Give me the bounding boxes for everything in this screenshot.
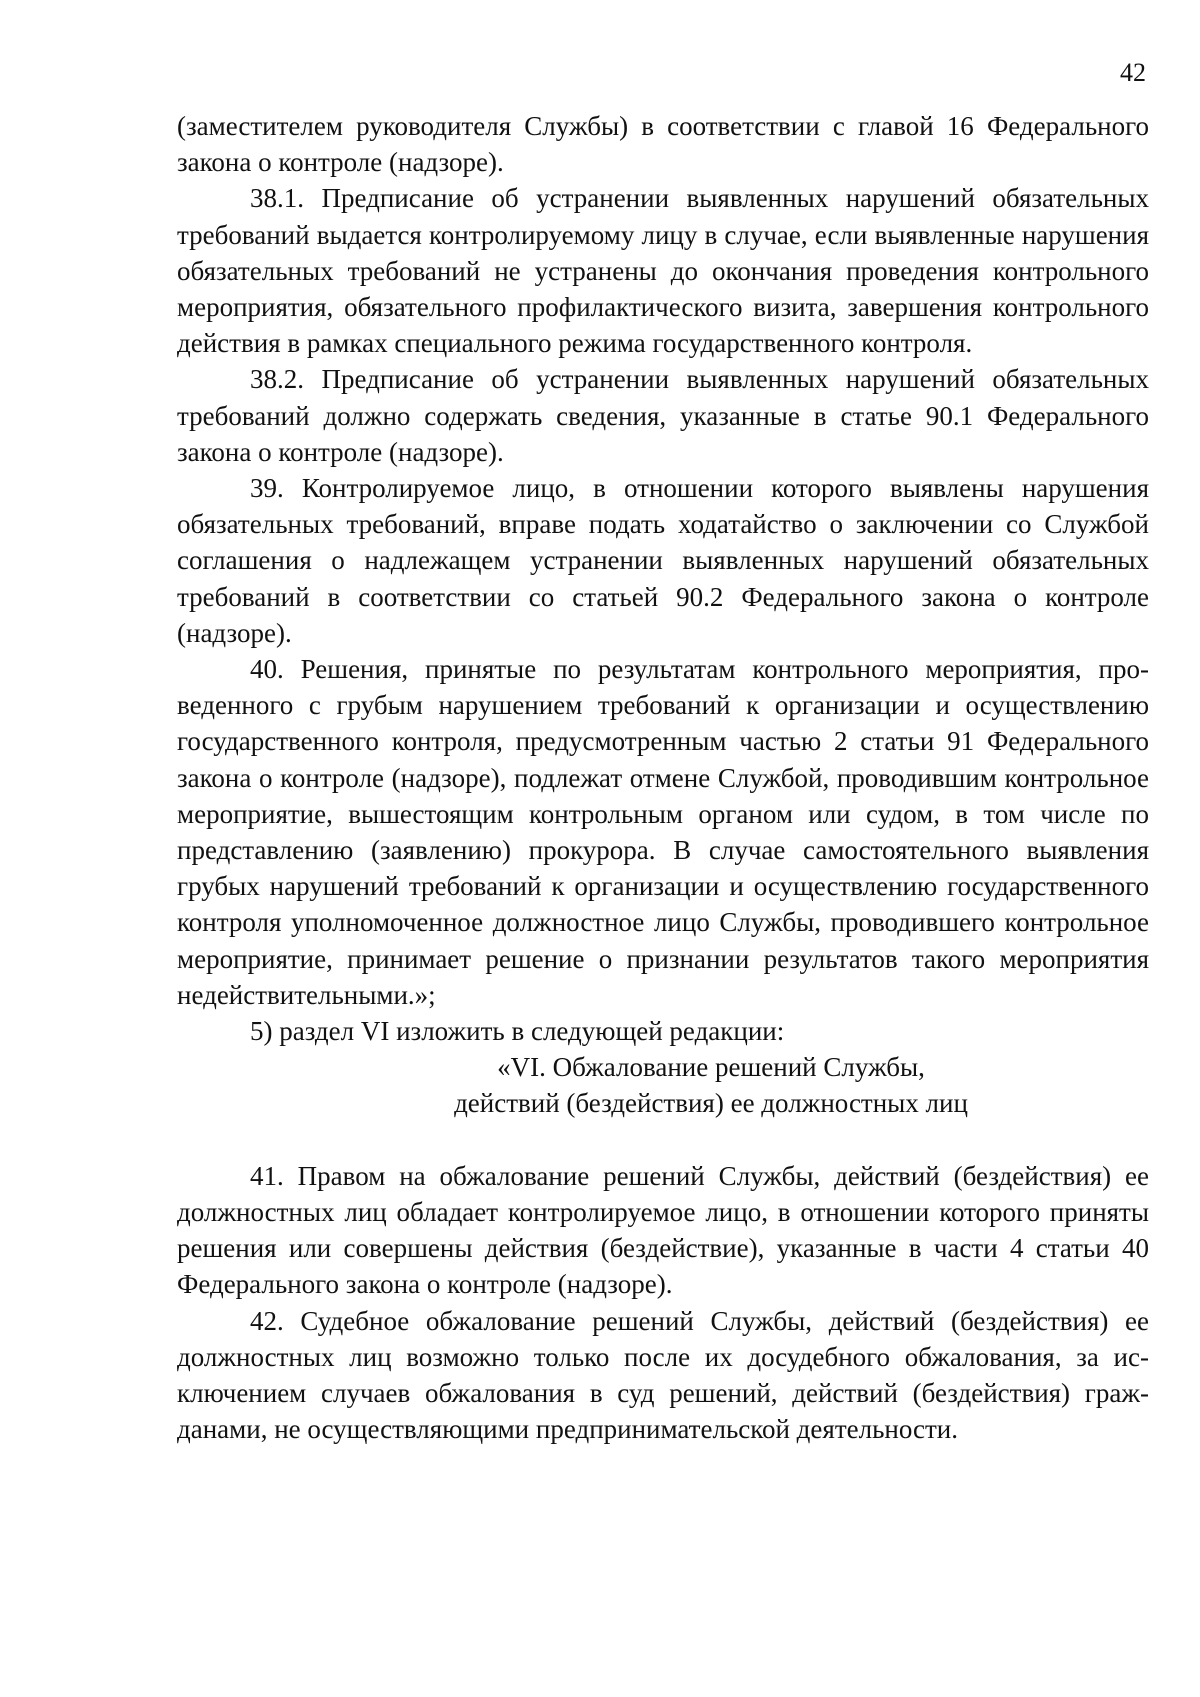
section-heading-line-1: «VI. Обжалование решений Службы,: [497, 1052, 925, 1083]
paragraph-39: 39. Контролируемое лицо, в отношении которого выявлены нарушения обязательных требований, вправе подать ходатайство о заключении со Службой соглашения о надлежащем устранении выявленных нарушений обязательных требований в соответствии со статьей 90.2 Федерального закона о контроле (надзоре).: [177, 473, 1149, 648]
paragraph-40: 40. Решения, принятые по результатам контрольного мероприятия, проведенного с грубым нарушением требований к организации и осуществлению государственного контроля, предусмотренным частью 2 статьи 91 Федерального закона о контроле (надзоре), подлежат отмене Службой, проводившим контрольное мероприятие, вышестоящим контрольным органом или судом, в том числе по представлению (заявлению) прокурора. В случае самостоятельного выявления грубых нарушений требований к организации и осуществлению государственного контроля уполномоченное должностное лицо Службы, проводившего контрольное мероприятие, принимает решение о признании результатов такого мероприятия недействительными.»;: [177, 654, 1149, 1010]
page-number: 42: [1120, 58, 1146, 87]
paragraph-41: 41. Правом на обжалование решений Службы, действий (бездействия) ее должностных лиц обладает контролируемое лицо, в отношении которого приняты решения или совершены действия (бездействие), указанные в части 4 статьи 40 Федерального закона о контроле (надзоре).: [177, 1160, 1149, 1300]
paragraph-42: 42. Судебное обжалование решений Службы, действий (бездействия) ее должностных лиц возможно только после их досудебного обжалования, за исключением случаев обжалования в суд решений, действий (бездействия) гражданами, не осуществляющими предпринимательской деятельности.: [177, 1305, 1149, 1445]
paragraph-amendment-5: 5) раздел VI изложить в следующей редакции:: [250, 1016, 785, 1047]
paragraph-38-2: 38.2. Предписание об устранении выявленных нарушений обязательных требований должно содержать сведения, указанные в статье 90.1 Федерального закона о контроле (надзоре).: [177, 364, 1149, 467]
paragraph-continuation: (заместителем руководителя Службы) в соответствии с главой 16 Федерального закона о контроле (надзоре).: [177, 111, 1149, 178]
paragraph-38-1: 38.1. Предписание об устранении выявленных нарушений обязательных требований выдается контролируемому лицу в случае, если выявленные нарушения обязательных требований не устранены до окончания проведения контрольного мероприятия, обязательного профилактического визита, завершения контрольного действия в рамках специального режима государственного контроля.: [177, 183, 1149, 359]
document-body: [177, 108, 1149, 1447]
section-heading-line-2: действий (бездействия) ее должностных лиц: [454, 1088, 968, 1119]
